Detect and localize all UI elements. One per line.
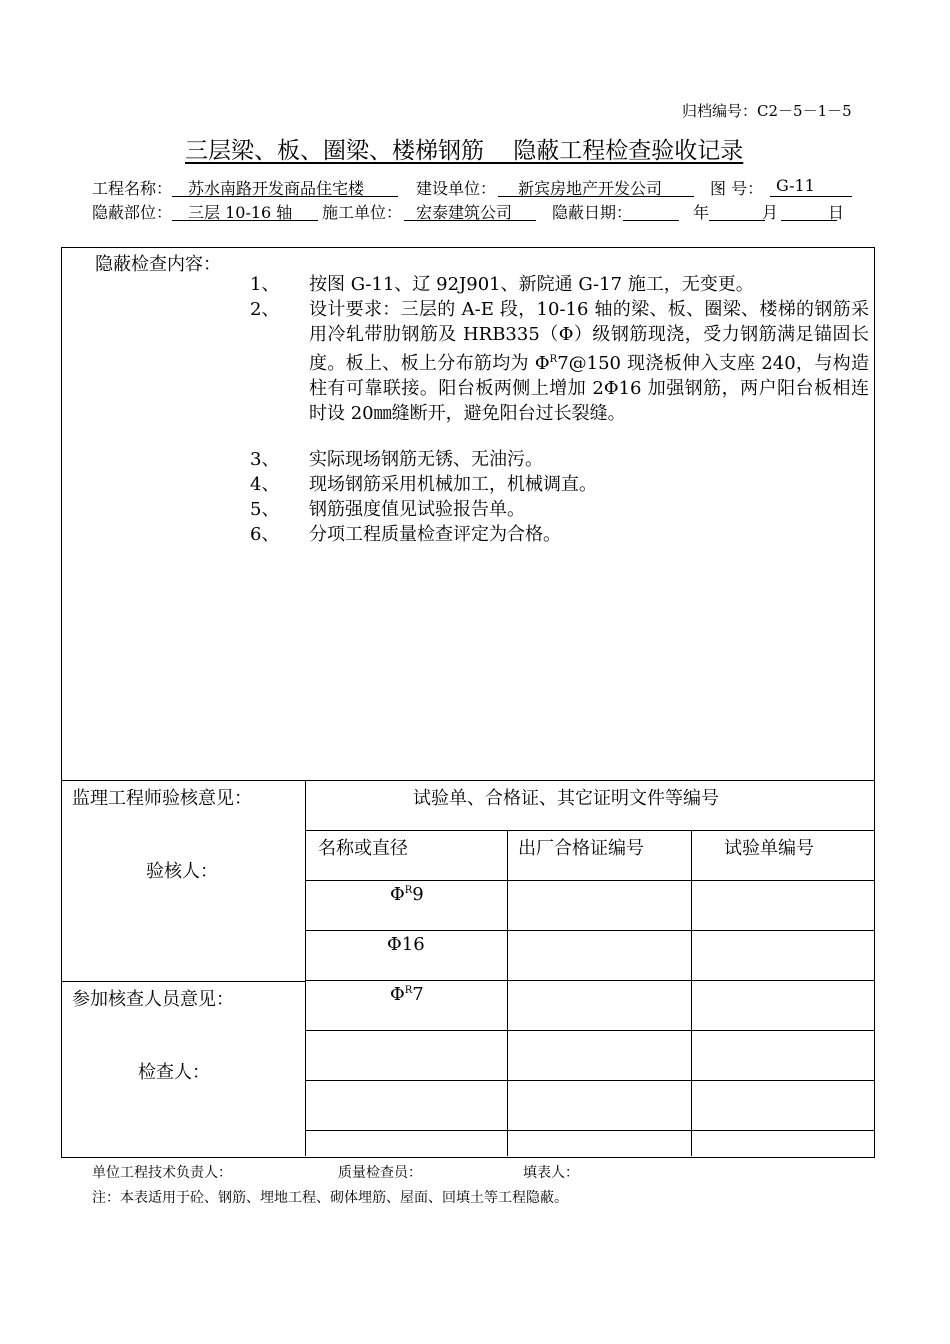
row-name: Φ16 [387,934,425,955]
participants-opinion-label: 参加核查人员意见： [72,989,234,1010]
year-label: 年 [693,203,710,222]
drawing-label: 图 号： [710,179,764,198]
divider [305,780,306,1156]
drawing-field[interactable] [770,176,852,197]
location-field[interactable] [172,200,318,221]
drawing-value: G-11 [776,176,815,195]
page-title: 三层梁、板、圈梁、楼梯钢筋 隐蔽工程检查验收记录 [185,138,744,164]
supervisor-opinion-label: 监理工程师验核意见： [72,788,252,809]
project-name-value: 苏水南路开发商品住宅楼 [188,179,365,198]
contractor-field[interactable] [404,200,536,221]
archive-number: 归档编号：C2－5－1－5 [682,102,852,120]
item-text: 现场钢筋采用机械加工，机械调直。 [309,474,597,495]
project-name-field[interactable] [172,176,398,197]
divider [305,1080,874,1081]
project-name-label: 工程名称： [92,179,173,198]
divider [305,980,874,981]
owner-field[interactable] [498,176,694,197]
item-number: 1、 [250,274,280,295]
divider [305,830,874,831]
supervisor-signer-label: 验核人： [146,861,218,882]
divider [507,830,508,1156]
date-year-field[interactable] [623,200,679,221]
tech-lead-label: 单位工程技术负责人： [92,1165,232,1181]
divider [305,880,874,881]
divider [305,930,874,931]
item-text: 设计要求：三层的 A-E 段，10-16 轴的梁、板、圈梁、楼梯的钢筋采用冷轧带肋钢筋及 HRB335（Φ）级钢筋现浇，受力钢筋满足锚固长度。板上、板上分布筋均为 $\Phi^R7@150$ 现浇板伸入支座 240，与构造柱有可靠联接。阳台板两侧上增加 2Φ16 加强钢筋，两户阳台板相连时设 20㎜缝断开，避免阳台过长裂缝。 [309,299,869,424]
table-row [390,984,424,1005]
item-number: 4、 [250,474,280,495]
location-value: 三层 10-16 轴 [188,203,293,222]
owner-value: 新宾房地产开发公司 [518,179,663,198]
contractor-label: 施工单位： [322,203,403,222]
footnote: 注：本表适用于砼、钢筋、埋地工程、砌体埋筋、屋面、回填土等工程隐蔽。 [92,1190,568,1206]
form-filler-label: 填表人： [523,1165,579,1181]
table-row [387,934,425,955]
location-label: 隐蔽部位： [92,203,173,222]
item-number: 5、 [250,499,280,520]
docs-table-heading: 试验单、合格证、其它证明文件等编号 [413,788,719,809]
column-header-name: 名称或直径 [318,838,408,859]
date-month-field[interactable] [709,200,765,221]
table-row [390,884,424,905]
item-text: 分项工程质量检查评定为合格。 [309,524,561,545]
owner-label: 建设单位： [416,179,497,198]
column-header-test: 试验单编号 [724,838,814,859]
divider [61,981,306,982]
divider [61,780,874,781]
row-name: $\Phi^R7$ [390,984,424,1005]
item-number: 3、 [250,449,280,470]
item-text: 按图 G-11、辽 92J901、新院通 G-17 施工，无变更。 [309,274,754,295]
row-name: $\Phi^R9$ [390,884,424,905]
item-text: 实际现场钢筋无锈、无油污。 [309,449,543,470]
content-label: 隐蔽检查内容： [95,254,221,275]
item-text: 钢筋强度值见试验报告单。 [309,499,525,520]
participants-signer-label: 检查人： [138,1062,210,1083]
item-number: 2、 [250,299,280,320]
month-label: 月 [762,203,779,222]
item-number: 6、 [250,524,280,545]
quality-inspector-label: 质量检查员： [338,1165,422,1181]
divider [305,1030,874,1031]
divider [305,1130,874,1131]
contractor-value: 宏泰建筑公司 [416,203,513,222]
column-header-cert: 出厂合格证编号 [518,838,644,859]
divider [691,830,692,1156]
day-label: 日 [828,203,845,222]
date-label: 隐蔽日期： [552,203,633,222]
